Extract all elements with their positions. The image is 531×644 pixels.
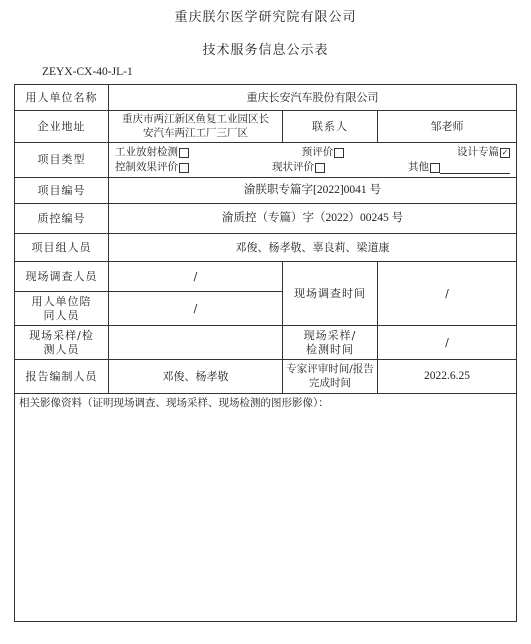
sampling-time-label: 现场采样/检测时间 — [283, 326, 378, 360]
images-note: 相关影像资料（证明现场调查、现场采样、现场检测的图形影像）： — [15, 394, 517, 622]
table-row — [15, 360, 517, 394]
checkbox-control-effect — [179, 163, 189, 173]
escort-value: / — [109, 292, 283, 326]
client-value: 重庆长安汽车股份有限公司 — [109, 85, 517, 111]
project-type-label: 项目类型 — [15, 143, 109, 178]
other-blank-line — [440, 162, 510, 174]
sampling-time-value: / — [378, 326, 517, 360]
author-label: 报告编制人员 — [15, 360, 109, 394]
option-other: 其他 — [408, 160, 510, 175]
project-number-value: 渝朕职专篇字[2022]0041 号 — [109, 178, 517, 204]
client-label: 用人单位名称 — [15, 85, 109, 111]
survey-staff-label: 现场调查人员 — [15, 262, 109, 292]
table-row — [15, 85, 517, 111]
escort-label: 用人单位陪同人员 — [15, 292, 109, 326]
option-status-evaluation: 现状评价 — [272, 160, 325, 175]
form-title: 技术服务信息公示表 — [202, 43, 329, 58]
qc-number-value: 渝质控（专篇）字（2022）00245 号 — [109, 204, 517, 234]
project-type-options — [109, 143, 517, 178]
table-row — [15, 204, 517, 234]
checkbox-status-evaluation — [315, 163, 325, 173]
option-pre-evaluation: 预评价 — [302, 145, 345, 160]
table-row — [15, 262, 517, 292]
table-row — [15, 326, 517, 360]
review-time-label: 专家评审时间/报告完成时间 — [283, 360, 378, 394]
address-label: 企业地址 — [15, 111, 109, 143]
checkbox-industrial-radiation — [179, 148, 189, 158]
table-row — [15, 143, 517, 178]
survey-time-label: 现场调查时间 — [283, 262, 378, 326]
table-row — [15, 234, 517, 262]
option-industrial-radiation: 工业放射检测 — [115, 145, 189, 160]
address-value: 重庆市两江新区鱼复工业园区长安汽车两江工厂三厂区 — [109, 111, 283, 143]
checkbox-design-chapter: ✓ — [501, 147, 509, 157]
survey-staff-value: / — [109, 262, 283, 292]
review-time-value: 2022.6.25 — [378, 360, 517, 394]
table-row — [15, 394, 517, 622]
team-label: 项目组人员 — [15, 234, 109, 262]
sampling-staff-value — [109, 326, 283, 360]
qc-number-label: 质控编号 — [15, 204, 109, 234]
table-row — [15, 111, 517, 143]
checkbox-other — [430, 163, 440, 173]
option-design-chapter: 设计专篇 ✓ — [457, 146, 509, 158]
survey-time-value: / — [378, 262, 517, 326]
org-name: 重庆朕尔医学研究院有限公司 — [174, 10, 357, 25]
author-value: 邓俊、杨孝敬 — [109, 360, 283, 394]
table-row — [15, 178, 517, 204]
project-number-label: 项目编号 — [15, 178, 109, 204]
checkbox-pre-evaluation — [334, 148, 344, 158]
document-number: ZEYX-CX-40-JL-1 — [42, 66, 133, 78]
contact-label: 联系人 — [283, 111, 378, 143]
team-value: 邓俊、杨孝敬、辜良莉、梁道康 — [109, 234, 517, 262]
sampling-staff-label: 现场采样/检测人员 — [15, 326, 109, 360]
option-control-effect: 控制效果评价 — [115, 160, 189, 175]
contact-value: 邹老师 — [378, 111, 517, 143]
info-table — [14, 84, 517, 622]
